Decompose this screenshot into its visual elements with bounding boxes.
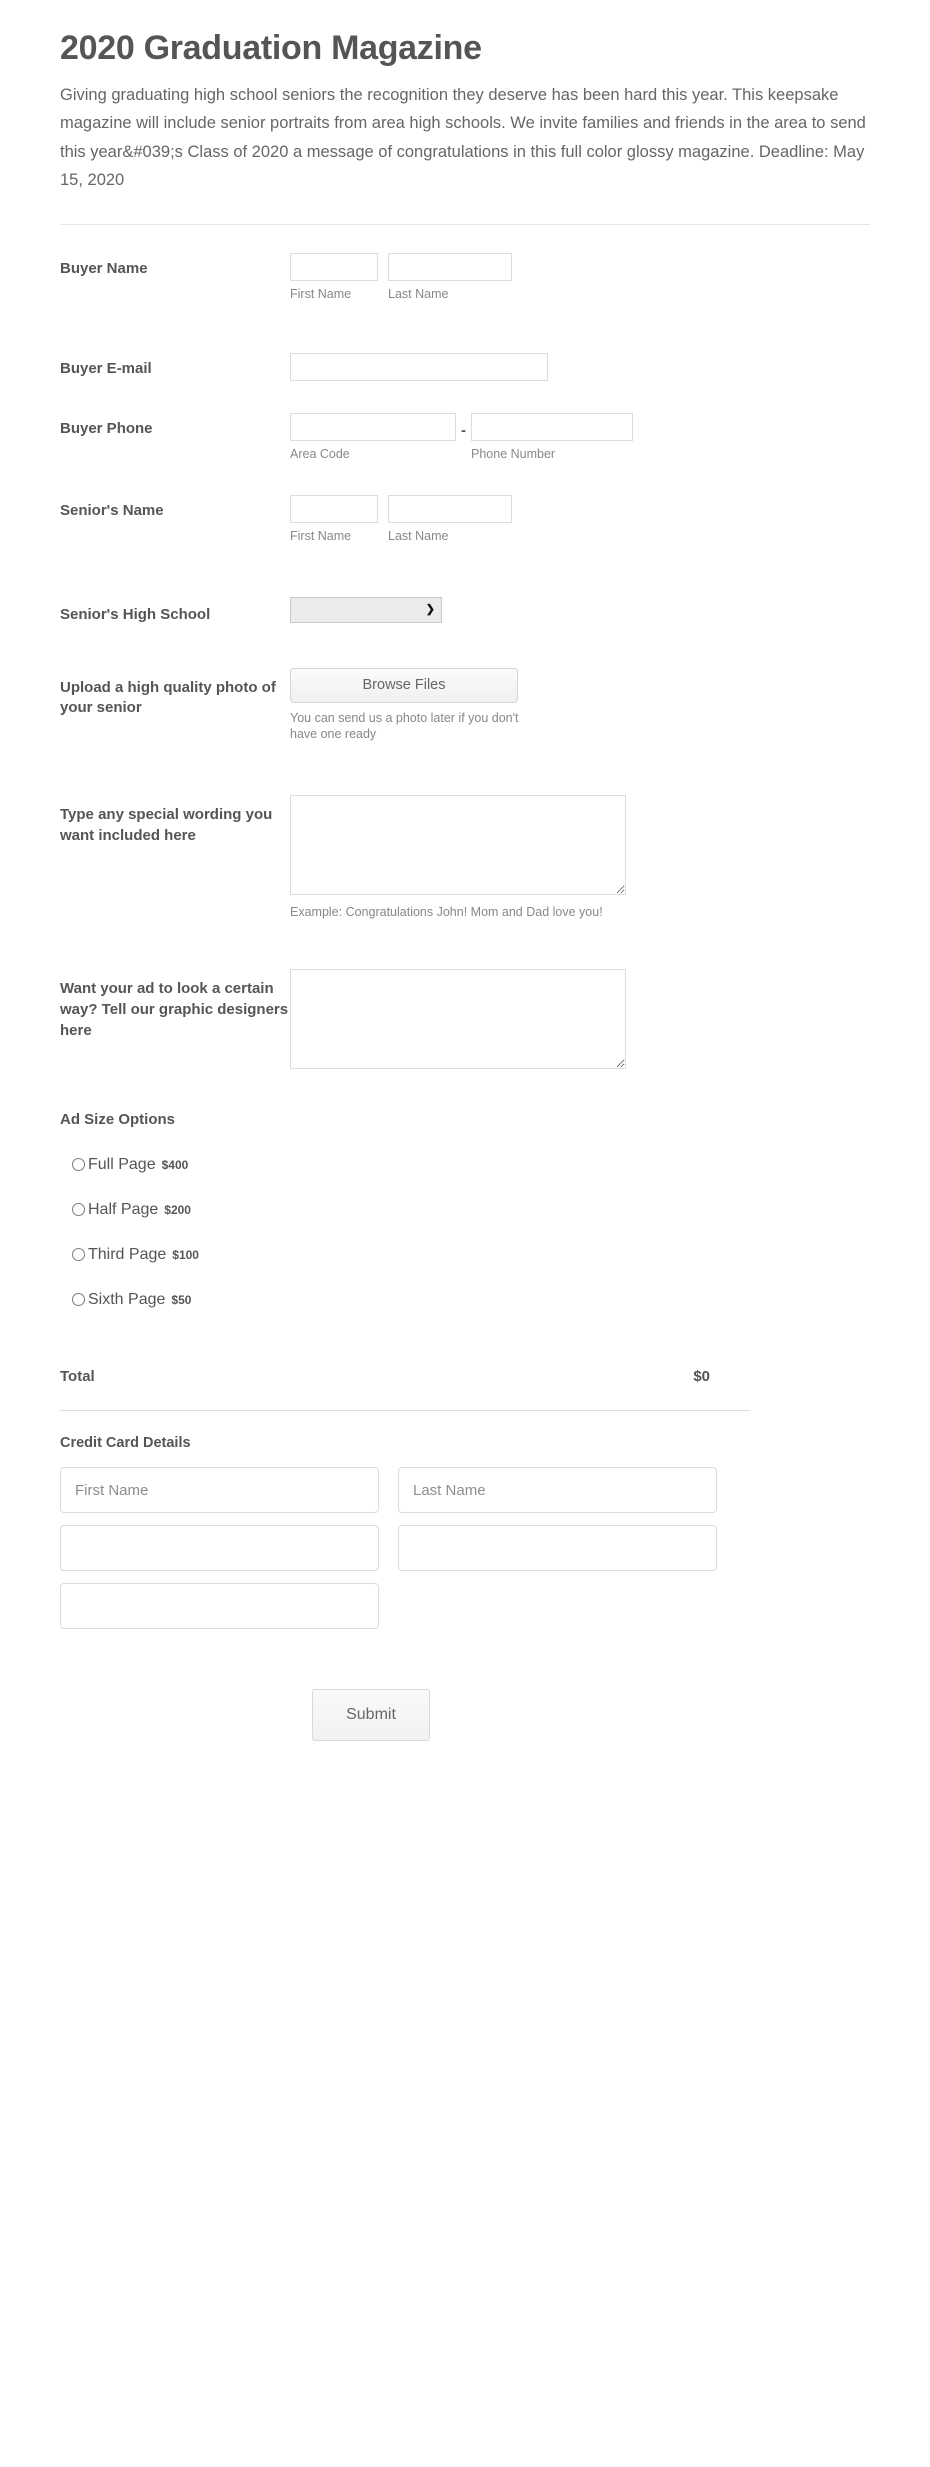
senior-school-select[interactable] [290, 597, 442, 623]
phone-area-code-input[interactable] [290, 413, 456, 441]
ad-size-price-half-page: $200 [164, 1202, 191, 1217]
total-row [60, 1322, 750, 1385]
chevron-down-icon: ❯ [425, 603, 435, 616]
ad-size-label-third-page: Third Page [88, 1245, 167, 1263]
field-row-senior-name [60, 463, 870, 545]
field-row-photo-upload [60, 626, 870, 744]
page-title: 2020 Graduation Magazine [60, 29, 482, 67]
ad-size-radio-half-page[interactable] [72, 1203, 85, 1216]
credit-card-number-line [60, 1525, 870, 1571]
ad-size-radio-third-page[interactable] [72, 1248, 85, 1261]
buyer-first-name-sublabel: First Name [290, 287, 352, 302]
special-wording-hint: Example: Congratulations John! Mom and Dad love you! [290, 905, 603, 920]
ad-size-options-heading: Ad Size Options [60, 1111, 176, 1129]
credit-card-fields [60, 1451, 870, 1629]
photo-upload-hint: You can send us a photo later if you don't have one ready [290, 710, 519, 742]
buyer-first-name-group [290, 253, 378, 303]
field-row-senior-school [60, 545, 870, 626]
credit-card-heading: Credit Card Details [60, 1435, 191, 1452]
senior-first-name-group [290, 495, 378, 545]
buyer-last-name-group [388, 253, 512, 303]
buyer-name-field [290, 253, 870, 303]
ad-size-price-full-page: $400 [161, 1157, 189, 1172]
design-notes-textarea[interactable] [290, 969, 626, 1069]
buyer-phone-label: Buyer Phone [60, 420, 153, 438]
browse-files-button[interactable]: Browse Files [290, 668, 518, 703]
ad-size-option-third-page[interactable] [60, 1232, 870, 1277]
special-wording-field [290, 795, 870, 921]
ad-size-radio-sixth-page[interactable] [72, 1293, 85, 1306]
credit-card-name-line [60, 1467, 870, 1513]
senior-last-name-sublabel: Last Name [388, 529, 449, 544]
ad-size-options-list [60, 1128, 870, 1322]
phone-area-code-sublabel: Area Code [290, 447, 350, 462]
field-row-special-wording [60, 743, 870, 921]
credit-card-expiry-input[interactable] [398, 1525, 717, 1571]
design-notes-field [290, 969, 870, 1069]
senior-last-name-input[interactable] [388, 495, 512, 523]
credit-card-cvv-input[interactable] [60, 1583, 379, 1629]
form-body [0, 225, 930, 1801]
senior-school-field [290, 597, 870, 623]
ad-size-price-sixth-page: $50 [171, 1292, 192, 1307]
ad-size-option-full-page[interactable] [60, 1142, 870, 1187]
design-notes-label: Want your ad to look a certain way? Tell our graphic designers here [60, 980, 289, 1039]
credit-card-number-input[interactable] [60, 1525, 379, 1571]
senior-last-name-group [388, 495, 512, 545]
field-row-buyer-email [60, 303, 870, 381]
credit-card-cvv-line [60, 1583, 870, 1629]
phone-number-group [471, 413, 633, 463]
buyer-phone-field [290, 413, 870, 463]
senior-school-select-wrap [290, 597, 442, 623]
special-wording-textarea[interactable] [290, 795, 626, 895]
ad-size-price-third-page: $100 [172, 1247, 199, 1262]
buyer-last-name-sublabel: Last Name [388, 287, 449, 302]
buyer-email-label: Buyer E-mail [60, 360, 152, 378]
photo-upload-label: Upload a high quality photo of your senior [60, 678, 276, 717]
credit-card-first-name-input[interactable] [60, 1467, 379, 1513]
submit-section [60, 1641, 870, 1801]
ad-size-radio-full-page[interactable] [72, 1158, 85, 1171]
phone-separator: - [461, 422, 466, 440]
phone-area-code-group [290, 413, 456, 463]
phone-number-input[interactable] [471, 413, 633, 441]
buyer-email-field [290, 353, 870, 381]
senior-name-label: Senior's Name [60, 502, 164, 520]
ad-size-label-half-page: Half Page [88, 1200, 159, 1218]
field-row-design-notes [60, 921, 870, 1069]
ad-size-option-sixth-page[interactable] [60, 1277, 870, 1322]
buyer-email-input[interactable] [290, 353, 548, 381]
credit-card-last-name-input[interactable] [398, 1467, 717, 1513]
submit-button[interactable]: Submit [312, 1689, 430, 1741]
photo-upload-field [290, 668, 870, 744]
form-description: Giving graduating high school seniors the recognition they deserve has been hard this year. This keepsake magazine will include senior portraits from area high schools. We invite families and friends in the area to send this year&#039;s Class of 2020 a message of congratulations in this full color glossy magazine. Deadline: May 15, 2020 [60, 85, 866, 189]
buyer-name-label: Buyer Name [60, 260, 148, 278]
field-row-buyer-phone [60, 381, 870, 463]
total-value: $0 [693, 1368, 710, 1386]
senior-name-field [290, 495, 870, 545]
ad-size-option-half-page[interactable] [60, 1187, 870, 1232]
total-label: Total [60, 1368, 95, 1386]
buyer-last-name-input[interactable] [388, 253, 512, 281]
ad-size-label-full-page: Full Page [88, 1155, 156, 1173]
senior-first-name-sublabel: First Name [290, 529, 352, 544]
field-row-buyer-name [60, 225, 870, 303]
phone-number-sublabel: Phone Number [471, 447, 556, 462]
form-header [0, 0, 930, 194]
senior-first-name-input[interactable] [290, 495, 378, 523]
ad-size-label-sixth-page: Sixth Page [88, 1290, 166, 1308]
special-wording-label: Type any special wording you want included here [60, 806, 273, 845]
senior-school-label: Senior's High School [60, 605, 211, 623]
buyer-first-name-input[interactable] [290, 253, 378, 281]
